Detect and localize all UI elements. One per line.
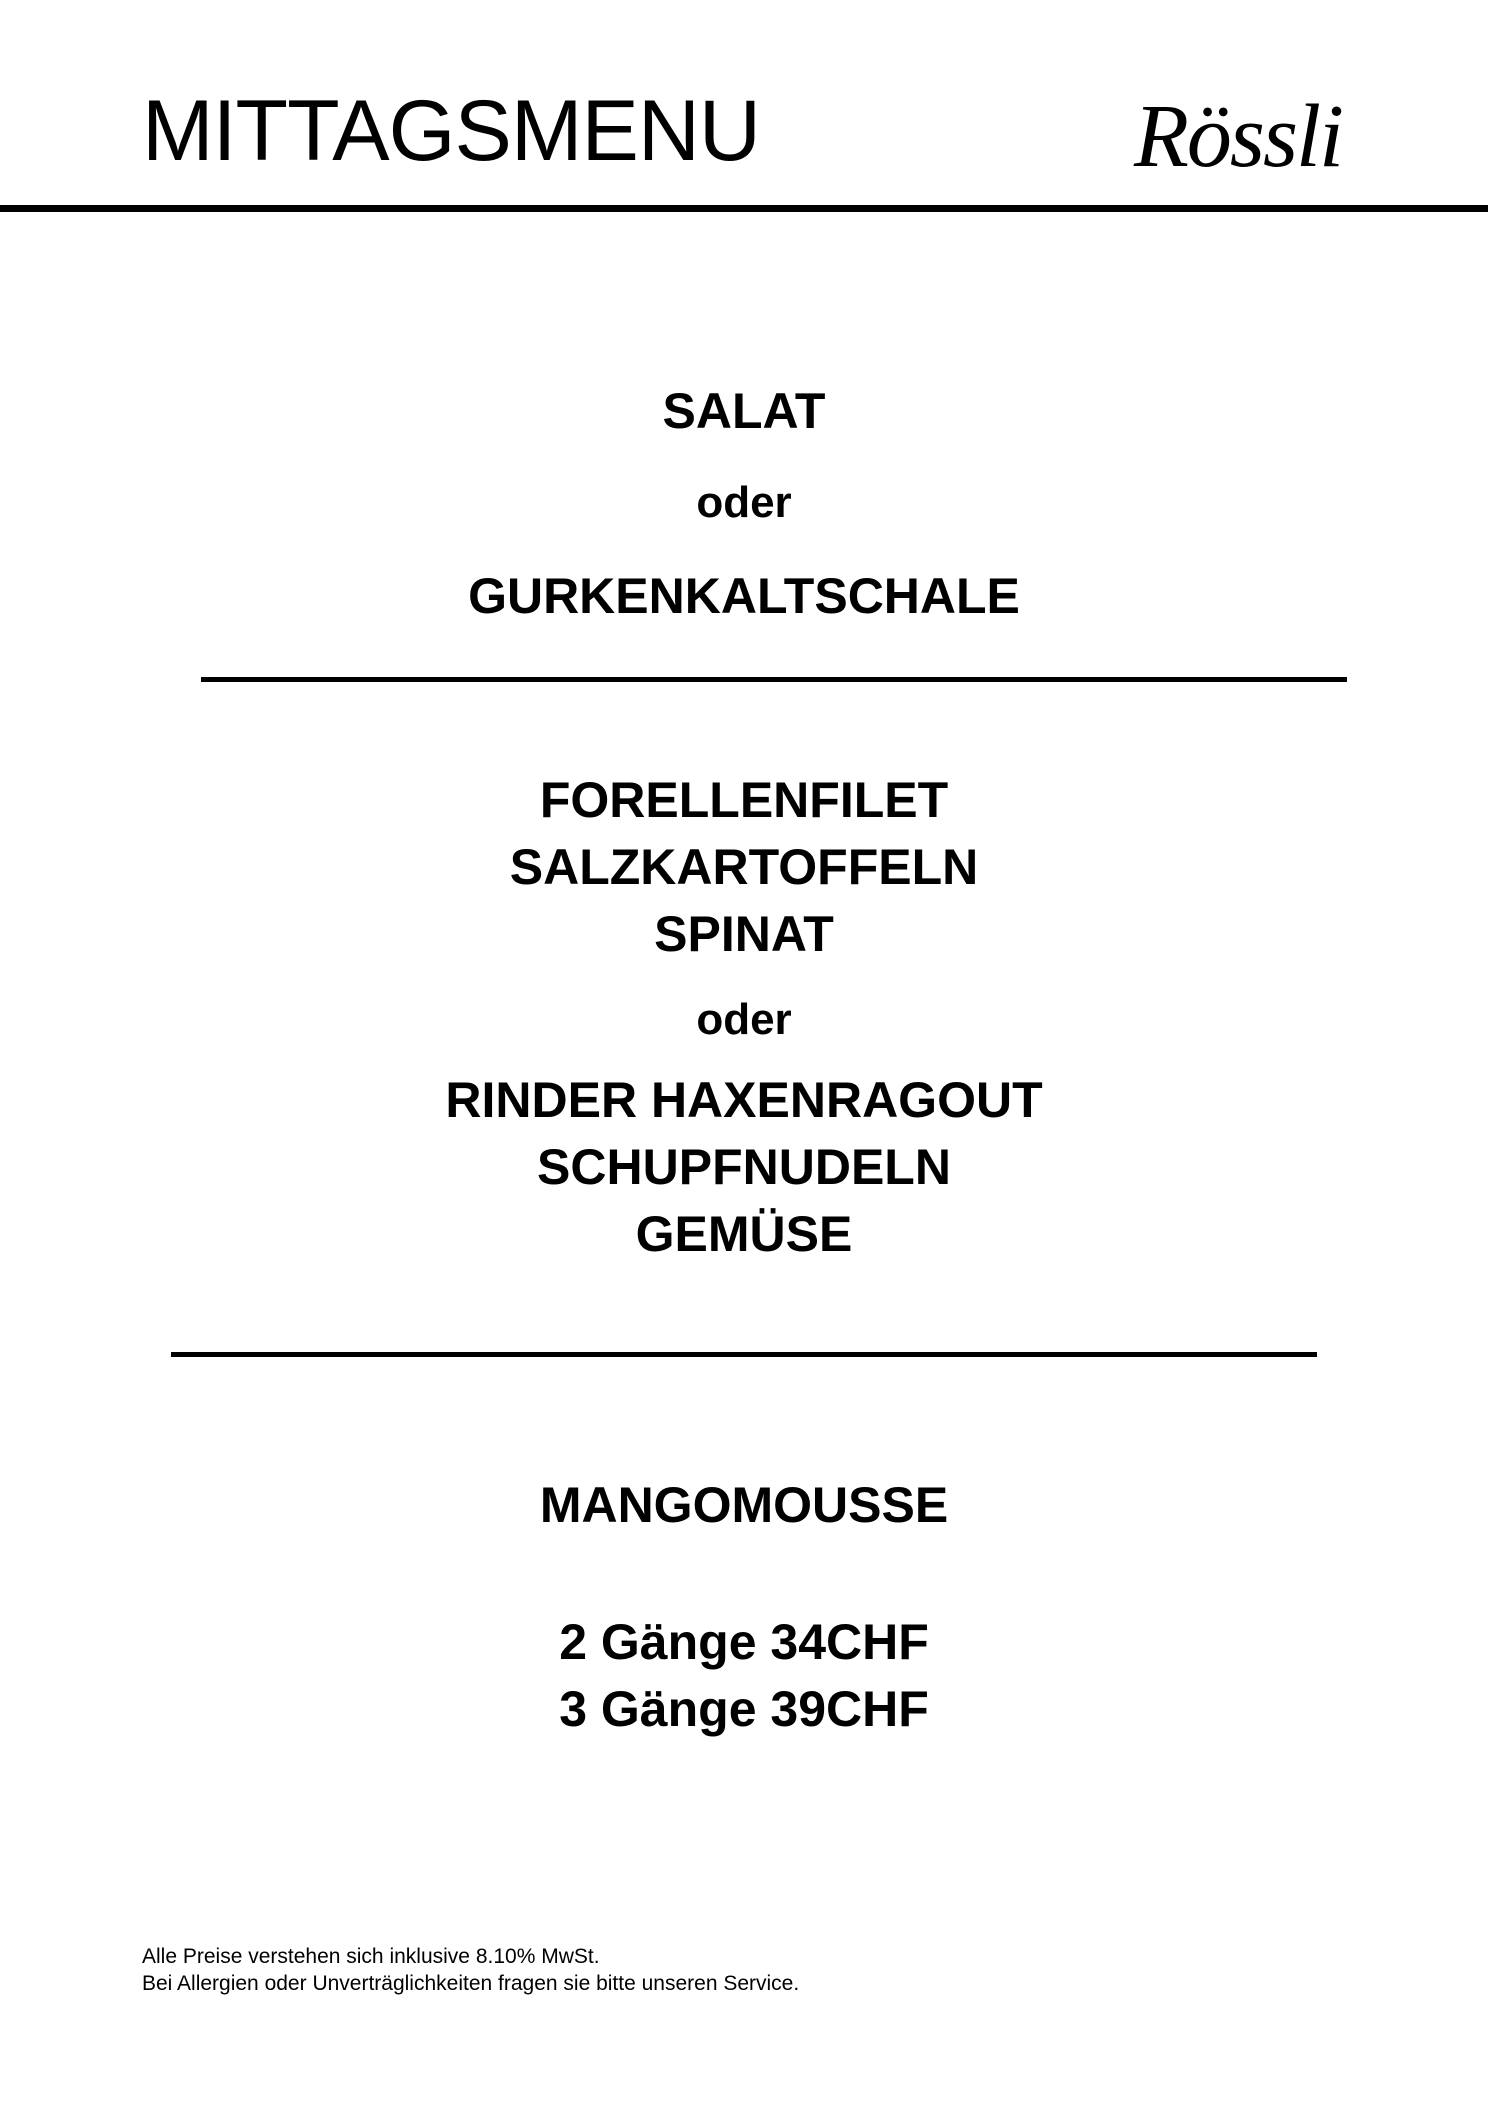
main-option-1-line-3: SPINAT [654, 906, 834, 962]
main-separator: oder [696, 995, 792, 1044]
main-option-2-line-2: SCHUPFNUDELN [537, 1139, 951, 1195]
main-option-2-line-1: RINDER HAXENRAGOUT [445, 1072, 1043, 1128]
page-title: MITTAGSMENU [142, 83, 761, 179]
price-three-courses: 3 Gänge 39CHF [559, 1681, 929, 1737]
price-two-courses: 2 Gänge 34CHF [559, 1614, 929, 1670]
starter-option-1: SALAT [662, 383, 826, 439]
main-option-1-line-2: SALZKARTOFFELN [509, 839, 979, 895]
starter-option-2: GURKENKALTSCHALE [468, 568, 1020, 624]
restaurant-logo: Rössli [1133, 87, 1342, 186]
header-rule [0, 205, 1488, 212]
footer-notes [142, 1943, 799, 1997]
footer-vat-note: Alle Preise verstehen sich inklusive 8.10% MwSt. [142, 1945, 600, 1968]
main-option-1-line-1: FORELLENFILET [539, 772, 949, 828]
section-divider-2 [171, 1352, 1317, 1357]
section-divider-1 [201, 677, 1347, 682]
dessert-name: MANGOMOUSSE [539, 1477, 949, 1533]
starter-separator: oder [696, 478, 792, 527]
main-option-2-line-3: GEMÜSE [635, 1206, 853, 1262]
footer-allergy-note: Bei Allergien oder Unverträglichkeiten fragen sie bitte unseren Service. [142, 1972, 800, 1995]
